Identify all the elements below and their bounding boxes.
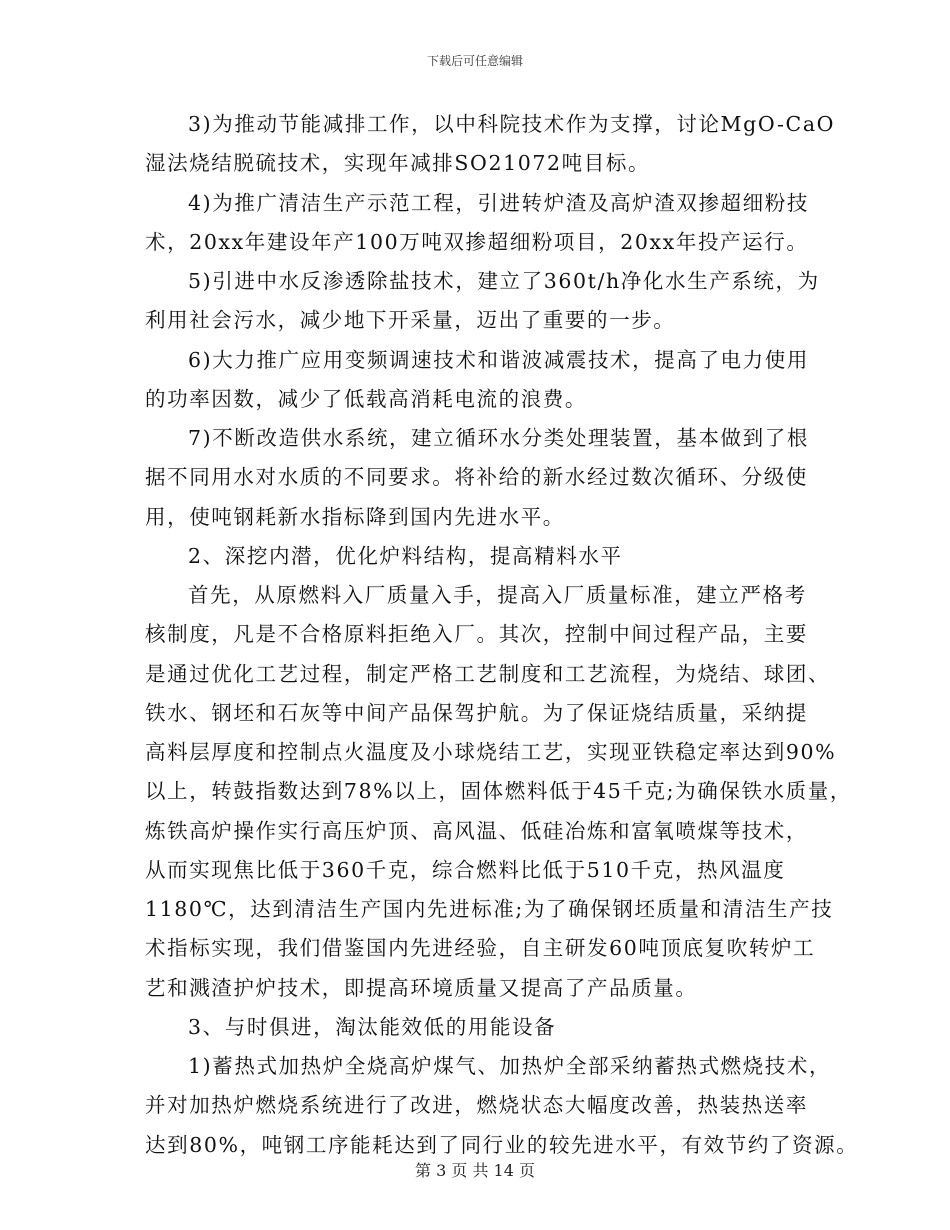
section-heading: 3、与时俱进，淘汰能效低的用能设备 (188, 1015, 557, 1039)
paragraph-line: 达到80%，吨钢工序能耗达到了同行业的较先进水平，有效节约了资源。 (145, 1133, 859, 1157)
paragraph-line: 4)为推广清洁生产示范工程，引进转炉渣及高炉渣双掺超细粉技 (188, 191, 809, 215)
paragraph-line: 5)引进中水反渗透除盐技术，建立了360t/h净化水生产系统，为 (188, 269, 820, 293)
paragraph-line: 并对加热炉燃烧系统进行了改进，燃烧状态大幅度改善，热装热送率 (145, 1093, 808, 1117)
paragraph-line: 7)不断改造供水系统，建立循环水分类处理装置，基本做到了根 (188, 426, 809, 450)
paragraph-line: 高料层厚度和控制点火温度及小球烧结工艺，实现亚铁稳定率达到90% (145, 740, 837, 764)
paragraph-line: 6)大力推广应用变频调速技术和谐波减震技术，提高了电力使用 (188, 348, 809, 372)
paragraph-line: 1)蓄热式加热炉全烧高炉煤气、加热炉全部采纳蓄热式燃烧技术， (188, 1054, 832, 1078)
paragraph-line: 术指标实现，我们借鉴国内先进经验，自主研发60吨顶底复吹转炉工 (145, 936, 816, 960)
paragraph-line: 首先，从原燃料入厂质量入手，提高入厂质量标准，建立严格考 (188, 583, 807, 607)
paragraph-line: 湿法烧结脱硫技术，实现年减排SO21072吨目标。 (145, 151, 651, 175)
page-header-note: 下载后可任意编辑 (426, 54, 523, 68)
section-heading: 2、深挖内潜，优化炉料结构，提高精料水平 (188, 544, 623, 568)
page-number-footer: 第 3 页 共 14 页 (415, 1161, 535, 1180)
paragraph-line: 利用社会污水，减少地下开采量，迈出了重要的一步。 (145, 308, 676, 332)
paragraph-line: 从而实现焦比低于360千克，综合燃料比低于510千克，热风温度 (145, 858, 786, 882)
paragraph-line: 核制度，凡是不合格原料拒绝入厂。其次，控制中间过程产品，主要 (145, 622, 808, 646)
paragraph-line: 艺和溅渣护炉技术，即提高环境质量又提高了产品质量。 (145, 976, 698, 1000)
paragraph-line: 术，20xx年建设年产100万吨双掺超细粉项目，20xx年投产运行。 (145, 230, 809, 254)
paragraph-line: 以上，转鼓指数达到78%以上，固体燃料低于45千克;为确保铁水质量， (145, 779, 852, 803)
paragraph-line: 1180℃，达到清洁生产国内先进标准;为了确保钢坯质量和清洁生产技 (145, 897, 834, 921)
paragraph-line: 3)为推动节能减排工作，以中科院技术作为支撑，讨论MgO-CaO (188, 112, 836, 136)
paragraph-line: 的功率因数，减少了低载高消耗电流的浪费。 (145, 387, 587, 411)
paragraph-line: 用，使吨钢耗新水指标降到国内先进水平。 (145, 505, 565, 529)
paragraph-line: 是通过优化工艺过程，制定严格工艺制度和工艺流程，为烧结、球团、 (145, 662, 831, 686)
paragraph-line: 炼铁高炉操作实行高压炉顶、高风温、低硅冶炼和富氧喷煤等技术， (145, 819, 808, 843)
paragraph-line: 铁水、钢坯和石灰等中间产品保驾护航。为了保证烧结质量，采纳提 (145, 701, 808, 725)
paragraph-line: 据不同用水对水质的不同要求。将补给的新水经过数次循环、分级使 (145, 465, 808, 489)
